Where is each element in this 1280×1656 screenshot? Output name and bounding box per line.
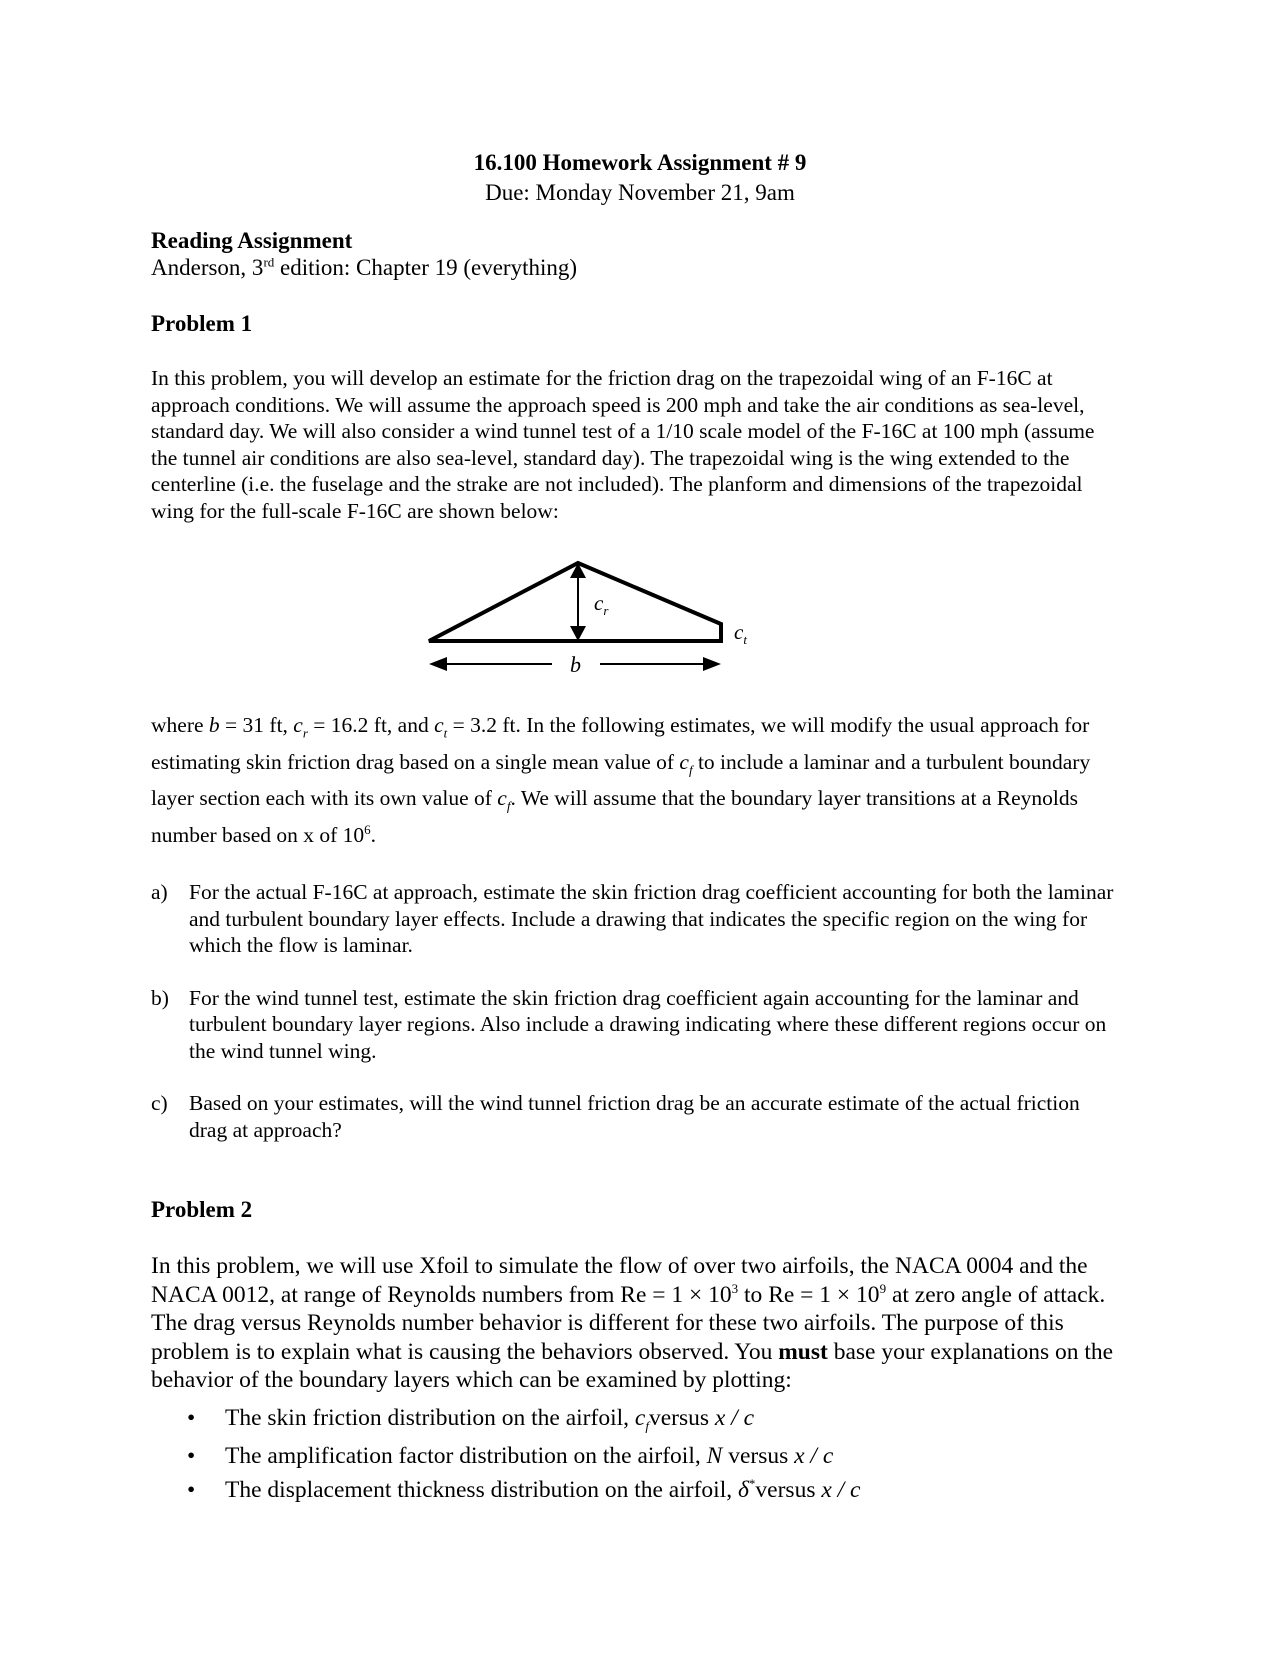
root-chord-label: $c_r$: [594, 591, 609, 618]
part-c: c) Based on your estimates, will the wind tunnel friction drag be an accurate estimate of the actual friction drag at approach?: [151, 1091, 1080, 1142]
problem1-heading: Problem 1: [151, 311, 253, 336]
reading-text: Anderson, 3rd edition: Chapter 19 (everything): [151, 253, 578, 280]
problem2-text: In this problem, we will use Xfoil to simulate the flow of over two airfoils, the NACA 0004 and the NACA 0012, at range of Reynolds numbers from $Re = 1 \times 10^3$ to $Re = 1 \times 10^9$ at zero angle of attack. The drag versus Reynolds number behavior is different for these two airfoils. The purpose of this problem is to explain what is causing the behaviors observed. You must base your explanations on the behavior of the boundary layers which can be examined by plotting:: [151, 1253, 1114, 1393]
tip-chord-label: $c_t$: [734, 620, 747, 647]
reading-section: [151, 228, 1121, 281]
span-label: b: [570, 652, 581, 677]
bullet-dot: •: [187, 1443, 196, 1469]
bullet-item: • The amplification factor distribution on the airfoil, N versus x / c: [187, 1443, 834, 1469]
bullet-dot: •: [187, 1477, 196, 1503]
span-arrow-left: [429, 657, 447, 671]
assignment-title: 16.100 Homework Assignment # 9: [473, 150, 807, 175]
span-arrow-right: [703, 657, 721, 671]
root-chord-arrow-down: [570, 626, 586, 641]
part-a: a) For the actual F-16C at approach, estimate the skin friction drag coefficient accounting for both the laminar and turbulent boundary layer effects. Include a drawing that indicates the specific region on the wing for which the flow is laminar.: [151, 880, 1114, 957]
wing-planform-diagram: [400, 540, 760, 680]
bullet-item: • The displacement thickness distribution on the airfoil, δ*versus x / c: [187, 1476, 861, 1503]
due-date: Due: Monday November 21, 9am: [485, 180, 795, 205]
bullet-dot: •: [187, 1405, 196, 1431]
bullet-item: • The skin friction distribution on the airfoil, $c_fversus$ x / c: [187, 1405, 754, 1434]
problem2-bullets: [151, 1405, 1121, 1511]
problem2-heading: Problem 2: [151, 1197, 253, 1222]
problem1-intro: In this problem, you will develop an estimate for the friction drag on the trapezoidal wing of an F-16C at approach conditions. We will assume the approach speed is 200 mph and take the air conditions as sea-level, standard day. We will also consider a wind tunnel test of a 1/10 scale model of the F-16C at 100 mph (assume the tunnel air conditions are also sea-level, standard day). The trapezoidal wing is the wing extended to the centerline (i.e. the fuselage and the strake are not included). The planform and dimensions of the trapezoidal wing for the full-scale F-16C are shown below:: [151, 366, 1095, 523]
reading-heading: Reading Assignment: [151, 228, 353, 253]
problem1-parts: [151, 879, 1121, 1169]
problem1-where-text: where b = 31 ft, $c_r = 16.2$ ft, and $c_t = 3.2$ ft. In the following estimates, we will modify the usual approach for estimating skin friction drag based on a single mean value of $c_f$ to include a laminar and a turbulent boundary layer section each with its own value of $c_f$. We will assume that the boundary layer transitions at a Reynolds number based on x of $10^6$.: [151, 713, 1091, 847]
part-b: b) For the wind tunnel test, estimate the skin friction drag coefficient again accounting for the laminar and turbulent boundary layer regions. Also include a drawing indicating where these different regions occur on the wind tunnel wing.: [151, 985, 1107, 1063]
